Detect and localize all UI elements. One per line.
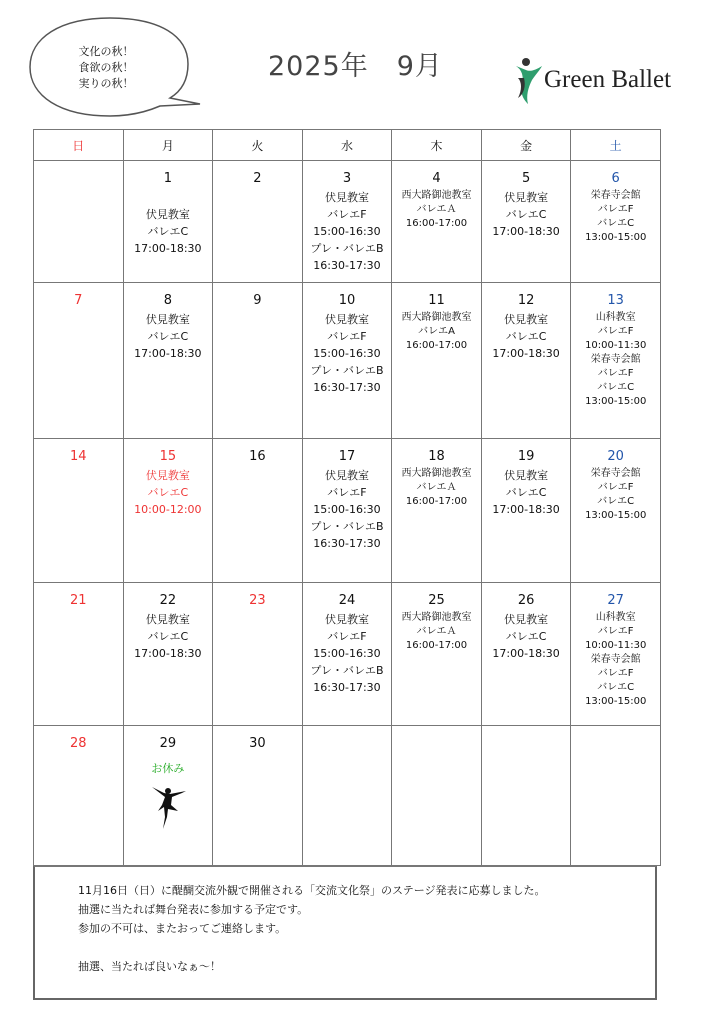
day-cell — [213, 439, 303, 583]
event-line: 13:00-15:00 — [585, 510, 647, 521]
day-cell — [302, 283, 392, 439]
event-line: バレエF — [597, 368, 634, 379]
day-cell — [213, 726, 303, 866]
day-number: 4 — [432, 171, 441, 186]
event-line: バレエC — [505, 630, 547, 643]
day-cell — [213, 283, 303, 439]
event-line: 17:00-18:30 — [134, 242, 202, 255]
notice-line: 抽選、当たれば良いなぁ〜！ — [78, 960, 221, 973]
day-number: 18 — [428, 449, 445, 464]
day-number: 7 — [74, 293, 83, 308]
event-line: 17:00-18:30 — [134, 347, 202, 360]
day-number: 21 — [70, 593, 87, 608]
ballerina-icon — [146, 781, 190, 831]
event-line: バレエA — [418, 326, 455, 337]
day-number: 30 — [249, 736, 266, 751]
event-line: 西大路御池教室 — [401, 190, 472, 201]
event-line: 17:00-18:30 — [492, 503, 560, 516]
day-cell — [571, 161, 661, 283]
day-cell — [481, 726, 571, 866]
day-cell — [34, 439, 124, 583]
event-line: 17:00-18:30 — [492, 347, 560, 360]
day-number: 23 — [249, 593, 266, 608]
week-row — [34, 283, 661, 439]
day-number: 22 — [159, 593, 177, 608]
event-line: 伏見教室 — [324, 191, 369, 204]
event-line: 16:30-17:30 — [313, 381, 381, 394]
day-cell — [123, 161, 213, 283]
day-cell — [302, 439, 392, 583]
day-number: 17 — [338, 449, 356, 464]
event-line: 伏見教室 — [504, 613, 549, 626]
event-line: 西大路御池教室 — [401, 612, 472, 623]
day-number: 9 — [253, 293, 262, 308]
day-cell — [34, 726, 124, 866]
day-number: 13 — [607, 293, 624, 308]
week-row — [34, 439, 661, 583]
day-number: 28 — [70, 736, 87, 751]
event-line: 伏見教室 — [145, 208, 190, 221]
event-line: 13:00-15:00 — [585, 696, 647, 707]
day-cell — [123, 583, 213, 726]
day-cell — [571, 439, 661, 583]
event-line: 16:30-17:30 — [313, 681, 381, 694]
event-line: 17:00-18:30 — [492, 647, 560, 660]
day-number: 26 — [517, 593, 535, 608]
event-line: バレエＡ — [416, 204, 457, 215]
event-line: 16:00-17:00 — [405, 496, 468, 507]
event-line: 17:00-18:30 — [492, 225, 560, 238]
day-number: 14 — [70, 449, 87, 464]
event-line: 伏見教室 — [504, 313, 549, 326]
event-line: バレエF — [597, 204, 634, 215]
event-line: 13:00-15:00 — [585, 396, 647, 407]
day-number — [34, 171, 123, 189]
day-cell — [34, 583, 124, 726]
event-line: 栄春寺会館 — [590, 654, 641, 665]
day-cell — [302, 726, 392, 866]
event-line: 栄春寺会館 — [590, 190, 641, 201]
event-line: プレ・バレエB — [310, 242, 384, 255]
day-cell — [213, 583, 303, 726]
day-cell — [481, 583, 571, 726]
weekday-sun: 日 — [34, 130, 124, 161]
day-cell — [571, 583, 661, 726]
event-line — [124, 189, 213, 206]
event-line: プレ・バレエB — [310, 664, 384, 677]
day-cell — [302, 583, 392, 726]
event-line: 16:30-17:30 — [313, 537, 381, 550]
event-line: 15:00-16:30 — [313, 225, 381, 238]
day-cell — [34, 283, 124, 439]
event-line: 伏見教室 — [504, 469, 549, 482]
day-number: 16 — [249, 449, 266, 464]
day-number: 8 — [163, 293, 172, 308]
notice-box — [33, 866, 657, 1000]
day-cell — [481, 283, 571, 439]
event-line: 15:00-16:30 — [313, 347, 381, 360]
notice-line: 参加の不可は、またおってご連絡します。 — [78, 922, 287, 935]
week-row — [34, 726, 661, 866]
event-line: バレエC — [597, 682, 635, 693]
event-line: 16:00-17:00 — [405, 640, 468, 651]
notice-line — [78, 938, 546, 957]
event-line: バレエC — [147, 630, 189, 643]
event-line: 伏見教室 — [145, 469, 190, 482]
event-line: バレエF — [327, 486, 367, 499]
day-number: 24 — [338, 593, 356, 608]
event-line: 13:00-15:00 — [585, 232, 647, 243]
day-cell — [481, 439, 571, 583]
day-cell — [123, 726, 213, 866]
week-row — [34, 583, 661, 726]
day-cell — [392, 161, 482, 283]
event-line: バレエC — [147, 486, 189, 499]
event-line: バレエF — [597, 668, 634, 679]
day-number — [482, 736, 571, 754]
weekday-fri: 金 — [481, 130, 571, 161]
bubble-line: 実りの秋！ — [78, 77, 134, 90]
event-line: 伏見教室 — [145, 613, 190, 626]
day-number: 1 — [163, 171, 172, 186]
event-line: 栄春寺会館 — [590, 468, 641, 479]
day-number: 12 — [517, 293, 535, 308]
day-number: 6 — [611, 171, 620, 186]
day-cell — [213, 161, 303, 283]
bubble-line: 文化の秋！ — [78, 45, 134, 58]
weekday-tue: 火 — [213, 130, 303, 161]
event-line: 山科教室 — [595, 312, 636, 323]
event-line: 16:30-17:30 — [313, 259, 381, 272]
weekday-thu: 木 — [392, 130, 482, 161]
weekday-sat: 土 — [571, 130, 661, 161]
event-line: 伏見教室 — [504, 191, 549, 204]
day-number: 25 — [428, 593, 445, 608]
day-cell — [123, 283, 213, 439]
weekday-mon: 月 — [123, 130, 213, 161]
day-number: 3 — [342, 171, 352, 186]
event-line: 10:00-12:00 — [134, 503, 202, 516]
day-number: 29 — [159, 736, 177, 751]
event-line: 15:00-16:30 — [313, 503, 381, 516]
day-number: 5 — [521, 171, 531, 186]
event-line: バレエC — [147, 330, 189, 343]
weekday-wed: 水 — [302, 130, 392, 161]
day-number: 2 — [253, 171, 262, 186]
day-number — [303, 736, 392, 754]
event-line: バレエF — [327, 330, 367, 343]
event-line: 栄春寺会館 — [590, 354, 641, 365]
event-line: バレエF — [597, 326, 634, 337]
event-line: バレエF — [327, 208, 367, 221]
event-line: バレエC — [597, 496, 635, 507]
event-line: バレエC — [597, 218, 635, 229]
logo-text: Green Ballet — [544, 66, 672, 93]
notice-line: 抽選に当たれば舞台発表に参加する予定です。 — [78, 903, 309, 916]
page-title: 2025年 9月 — [268, 51, 443, 82]
event-line: 16:00-17:00 — [405, 340, 468, 351]
event-line: 10:00-11:30 — [585, 340, 647, 351]
notice-line: 11月16日（日）に醍醐交流外観で開催される「交流文化祭」のステージ発表に応募しました。 — [78, 884, 546, 897]
event-line: バレエC — [505, 208, 547, 221]
event-line: バレエＡ — [416, 482, 457, 493]
event-line: 西大路御池教室 — [401, 468, 472, 479]
event-line: 伏見教室 — [145, 313, 190, 326]
event-line: バレエC — [597, 382, 635, 393]
week-row — [34, 161, 661, 283]
event-line: プレ・バレエB — [310, 520, 384, 533]
event-line: バレエF — [327, 630, 367, 643]
event-line: 16:00-17:00 — [405, 218, 468, 229]
day-number: 15 — [159, 449, 177, 464]
event-line: 伏見教室 — [324, 469, 369, 482]
bubble-line: 食欲の秋！ — [78, 61, 134, 74]
event-line: お休み — [151, 762, 185, 775]
day-cell — [123, 439, 213, 583]
event-line: プレ・バレエB — [310, 364, 384, 377]
weekday-header-row — [34, 130, 661, 161]
day-number — [392, 736, 481, 754]
event-line: 15:00-16:30 — [313, 647, 381, 660]
event-line: 山科教室 — [595, 612, 636, 623]
event-line: 10:00-11:30 — [585, 640, 647, 651]
day-number: 11 — [428, 293, 445, 308]
day-cell — [302, 161, 392, 283]
event-line: バレエＡ — [416, 626, 457, 637]
day-number: 10 — [338, 293, 356, 308]
event-line: 17:00-18:30 — [134, 647, 202, 660]
calendar-table — [33, 129, 661, 866]
event-line: バレエC — [505, 486, 547, 499]
event-line: 西大路御池教室 — [401, 312, 472, 323]
event-line: 伏見教室 — [324, 613, 369, 626]
event-line: 伏見教室 — [324, 313, 369, 326]
day-cell — [392, 583, 482, 726]
day-cell — [34, 161, 124, 283]
day-number: 27 — [607, 593, 624, 608]
event-line: バレエF — [597, 482, 634, 493]
day-cell — [571, 726, 661, 866]
event-line: バレエC — [147, 225, 189, 238]
day-number: 20 — [607, 449, 624, 464]
event-line: バレエF — [597, 626, 634, 637]
day-number — [571, 736, 660, 754]
day-cell — [571, 283, 661, 439]
day-cell — [392, 283, 482, 439]
day-number: 19 — [517, 449, 535, 464]
day-cell — [481, 161, 571, 283]
day-cell — [392, 439, 482, 583]
day-cell — [392, 726, 482, 866]
event-line: バレエC — [505, 330, 547, 343]
